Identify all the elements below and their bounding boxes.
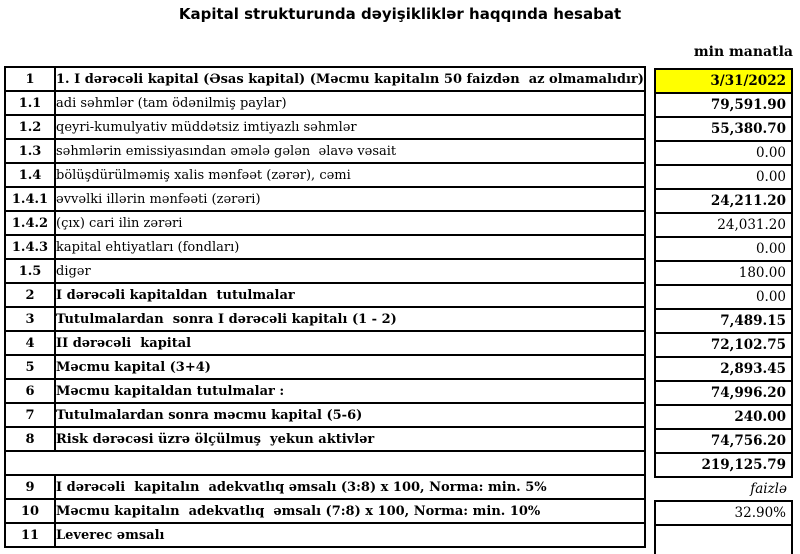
row-value-cell: 0.00 [655,285,792,309]
table-row [5,523,645,547]
merged-empty-cell [5,451,645,475]
row-value-cell [655,525,792,554]
row-value-cell: 24,031.20 [655,213,792,237]
value-row [655,285,792,309]
row-value-cell: 74,996.20 [655,381,792,405]
row-label-cell: (çıx) cari ilin zərəri [55,211,645,235]
row-label-cell: II dərəcəli kapital [55,331,645,355]
value-row [655,381,792,405]
row-value-cell: 7,489.15 [655,309,792,333]
row-number-cell: 9 [5,475,55,499]
row-label-cell: Məcmu kapitaldan tutulmalar : [55,379,645,403]
value-row [655,477,792,501]
row-label-cell: digər [55,259,645,283]
table-row [5,379,645,403]
table-row [5,259,645,283]
row-label-cell: Leverec əmsalı [55,523,645,547]
capital-structure-table [4,66,646,548]
row-label-cell: qeyri-kumulyativ müddətsiz imtiyazlı səhmlər [55,115,645,139]
row-label-cell: səhmlərin emissiyasından əmələ gələn əlavə vəsait [55,139,645,163]
table-row [5,211,645,235]
table-row [5,427,645,451]
row-label-cell: Tutulmalardan sonra I dərəcəli kapitalı (1 - 2) [55,307,645,331]
row-value-cell: 219,125.79 [655,453,792,477]
row-label-cell: Tutulmalardan sonra məcmu kapital (5-6) [55,403,645,427]
row-value-cell: 0.00 [655,141,792,165]
table-row [5,67,645,91]
table-row [5,187,645,211]
row-value-cell: 79,591.90 [655,93,792,117]
row-number-cell: 1.4.1 [5,187,55,211]
row-number-cell: 1.4 [5,163,55,187]
row-value-cell: faizlə [655,477,792,501]
row-value-cell: 72,102.75 [655,333,792,357]
table-row [5,475,645,499]
row-value-cell: 32.90% [655,501,792,525]
row-label-cell: bölüşdürülməmiş xalis mənfəət (zərər), cəmi [55,163,645,187]
value-row [655,525,792,554]
row-label-cell: I dərəcəli kapitaldan tutulmalar [55,283,645,307]
table-row [5,403,645,427]
row-number-cell: 10 [5,499,55,523]
value-row [655,333,792,357]
row-number-cell: 1 [5,67,55,91]
value-row [655,261,792,285]
row-number-cell: 6 [5,379,55,403]
row-number-cell: 5 [5,355,55,379]
row-label-cell: Risk dərəcəsi üzrə ölçülmuş yekun aktivlər [55,427,645,451]
row-value-cell: 2,893.45 [655,357,792,381]
value-row [655,453,792,477]
row-number-cell: 1.2 [5,115,55,139]
row-number-cell: 1.1 [5,91,55,115]
value-row [655,117,792,141]
row-value-cell: 180.00 [655,261,792,285]
table-row [5,451,645,475]
table-row [5,283,645,307]
value-row [655,405,792,429]
value-row [655,501,792,525]
row-number-cell: 4 [5,331,55,355]
table-row [5,355,645,379]
value-row [655,189,792,213]
row-number-cell: 3 [5,307,55,331]
values-column [654,68,793,554]
row-number-cell: 1.3 [5,139,55,163]
row-label-cell: Məcmu kapital (3+4) [55,355,645,379]
row-number-cell: 2 [5,283,55,307]
row-number-cell: 11 [5,523,55,547]
row-label-cell: Məcmu kapitalın adekvatlıq əmsalı (7:8) x 100, Norma: min. 10% [55,499,645,523]
value-row [655,237,792,261]
row-label-cell: əvvəlki illərin mənfəəti (zərəri) [55,187,645,211]
row-label-cell: adi səhmlər (tam ödənilmiş paylar) [55,91,645,115]
report-date-cell: 3/31/2022 [655,69,792,93]
row-number-cell: 7 [5,403,55,427]
row-value-cell: 74,756.20 [655,429,792,453]
table-row [5,139,645,163]
row-label-cell: kapital ehtiyatları (fondları) [55,235,645,259]
table-row [5,115,645,139]
table-row [5,307,645,331]
row-number-cell: 1.4.3 [5,235,55,259]
value-row [655,165,792,189]
table-row [5,163,645,187]
row-number-cell: 8 [5,427,55,451]
value-row [655,309,792,333]
value-row [655,357,792,381]
row-value-cell: 0.00 [655,165,792,189]
unit-label: min manatla [693,44,793,60]
value-row [655,141,792,165]
table-row [5,331,645,355]
table-row [5,91,645,115]
row-value-cell: 24,211.20 [655,189,792,213]
value-row [655,429,792,453]
row-number-cell: 1.5 [5,259,55,283]
table-row [5,235,645,259]
row-value-cell: 0.00 [655,237,792,261]
row-value-cell: 55,380.70 [655,117,792,141]
row-label-cell: 1. I dərəcəli kapital (Əsas kapital) (Məcmu kapitalın 50 faizdən az olmamalıdır) [55,67,645,91]
value-row [655,213,792,237]
value-row [655,93,792,117]
page-title: Kapital strukturunda dəyişikliklər haqqında hesabat [178,5,622,23]
row-number-cell: 1.4.2 [5,211,55,235]
row-label-cell: I dərəcəli kapitalın adekvatlıq əmsalı (3:8) x 100, Norma: min. 5% [55,475,645,499]
value-row [655,69,792,93]
table-row [5,499,645,523]
row-value-cell: 240.00 [655,405,792,429]
